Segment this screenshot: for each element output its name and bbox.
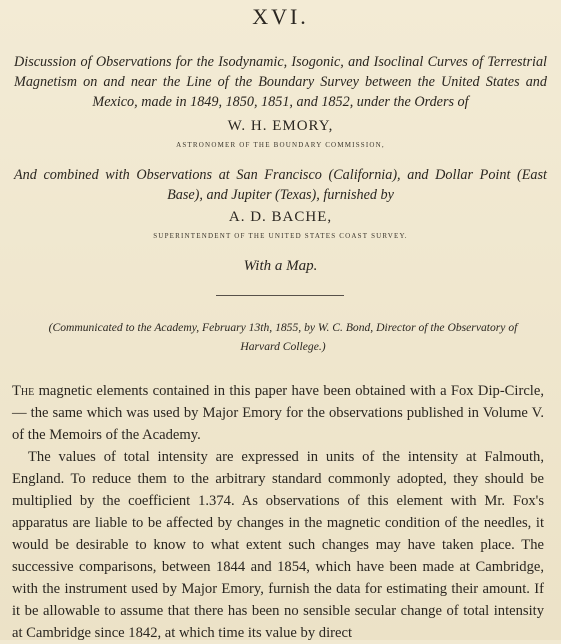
author1-role: ASTRONOMER OF THE BOUNDARY COMMISSION, (176, 141, 385, 149)
section-divider (216, 295, 344, 296)
paragraph-1 (12, 380, 544, 446)
communication-note: (Communicated to the Academy, February 13th, 1855, by W. C. Bond, Director of the Observatory of Harvard College.) (48, 321, 518, 353)
paragraph-2: The values of total intensity are expressed in units of the intensity at Falmouth, England. To reduce them to the arbitrary standard commonly adopted, they should be multiplied by the coefficient 1.374. As observations of this element with Mr. Fox's apparatus are liable to be affected by changes in the magnetic condition of the needles, it would be desirable to know to what extent such changes may have taken place. The successive comparisons, between 1844 and 1854, which have been made at Cambridge, with the instrument used by Major Emory, furnish the data for estimating their amount. If it be allowable to assume that there has been no sensible secular change of total intensity at Cambridge since 1842, at which time its value by direct (12, 449, 544, 641)
author1-name: W. H. EMORY, (227, 118, 334, 134)
intro-lead: Discussion of Observations for the Isodynamic, Isogonic, and Isoclinal Curves of Terrestrial Magnetism on and near the Line of the Boundary Survey between the United States and Mexico, made in 1849, 1850, 1851, and 1852, under the Orders of (14, 54, 547, 110)
body-text (12, 380, 544, 644)
map-note: With a Map. (243, 258, 318, 274)
section-numeral: XVI. (252, 4, 309, 29)
paragraph-1-text: magnetic elements contained in this paper have been obtained with a Fox Dip-Circle, — the same which was used by Major Emory for the observations published in Volume V. of the Memoirs of the Academy. (12, 383, 544, 443)
author2-role: SUPERINTENDENT OF THE UNITED STATES COAST SURVEY. (153, 232, 408, 240)
paragraph-1-opening: The (12, 383, 35, 399)
intro-combined: And combined with Observations at San Francisco (California), and Dollar Point (East Base), and Jupiter (Texas), furnished by (14, 167, 547, 203)
author2-name: A. D. BACHE, (228, 209, 333, 225)
